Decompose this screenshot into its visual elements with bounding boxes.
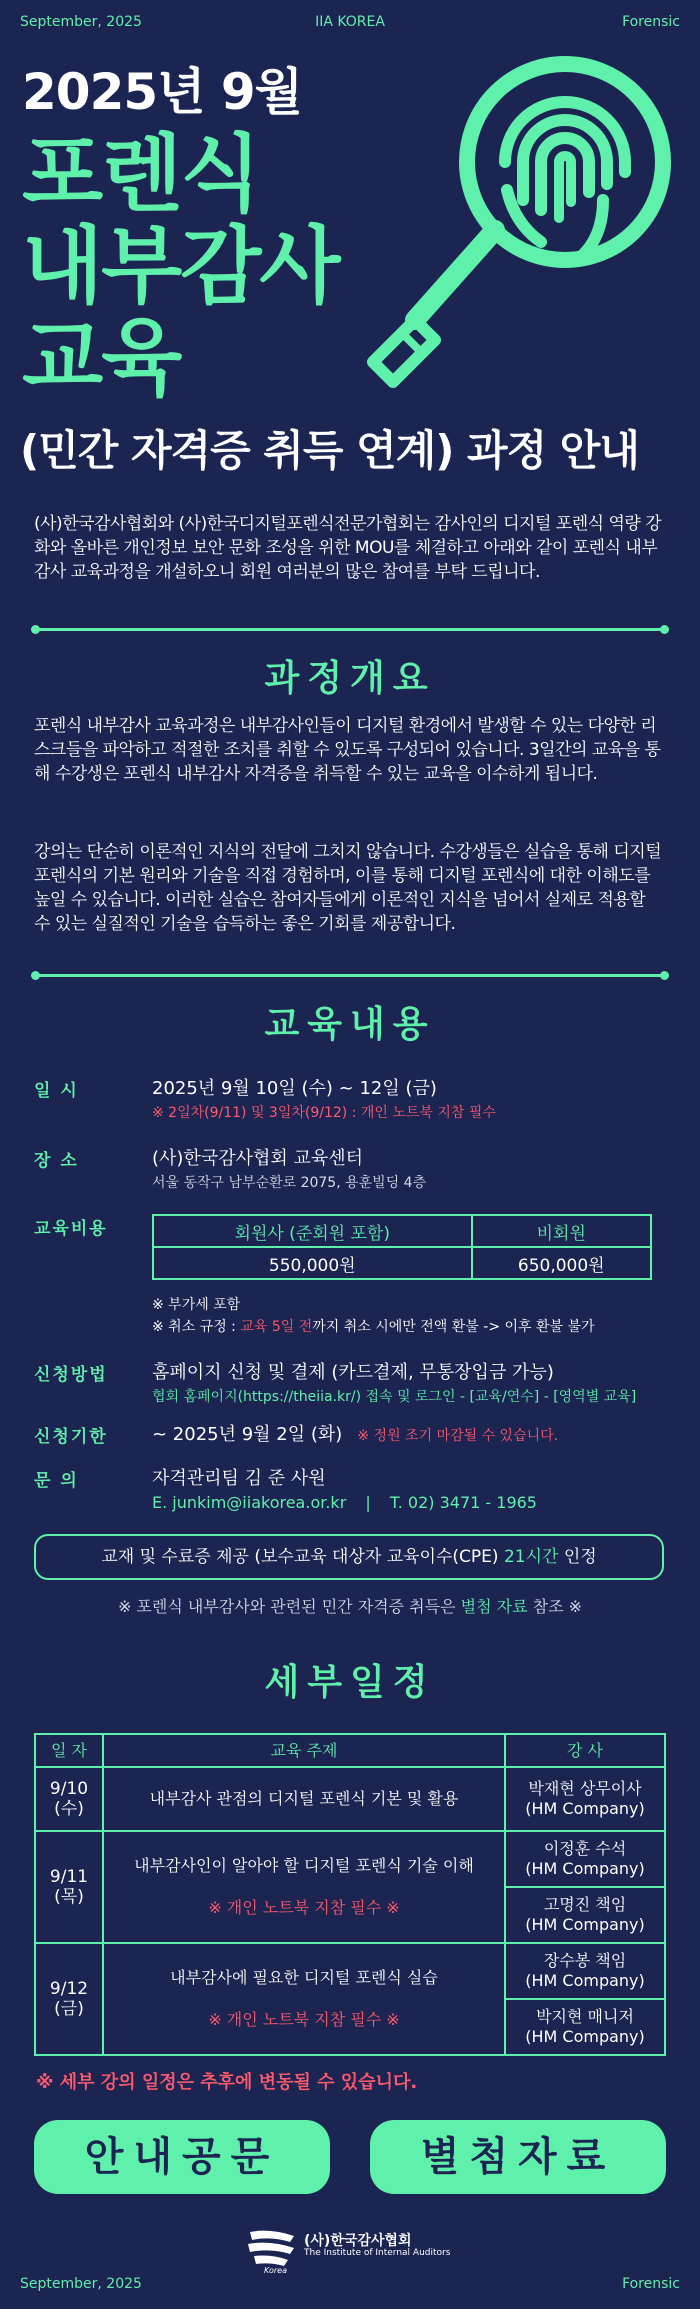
table-row	[35, 1943, 665, 1999]
deadline-value: ~ 2025년 9월 2일 (화)	[152, 1424, 343, 1445]
schedule-footnote: ※ 세부 강의 일정은 추후에 변동될 수 있습니다.	[36, 2072, 418, 2093]
schedule-instructor: 이정훈 수석 (HM Company)	[505, 1831, 665, 1887]
schedule-instructor: 박재현 상무이사 (HM Company)	[505, 1767, 665, 1831]
info-label: 신청방법	[34, 1365, 108, 1385]
contact-details: E. junkim@iiakorea.or.kr | T. 02) 3471 - 1965	[152, 1493, 537, 1512]
footer-topic: Forensic	[622, 2276, 680, 2292]
iia-logo	[244, 2228, 464, 2278]
schedule-topic: 내부감사 관점의 디지털 포렌식 기본 및 활용	[103, 1767, 505, 1831]
schedule-topic: 내부감사에 필요한 디지털 포렌식 실습 ※ 개인 노트북 지참 필수 ※	[103, 1943, 505, 2055]
contact-value: 자격관리팀 김 준 사원	[152, 1468, 326, 1489]
section-divider	[34, 628, 666, 631]
info-label: 신청기한	[34, 1427, 108, 1447]
header-date: September, 2025	[20, 14, 142, 30]
hero-title-line: 교육	[22, 309, 181, 407]
schedule-date: 9/11 (목)	[35, 1831, 103, 1943]
contact-tel[interactable]: T. 02) 3471 - 1965	[389, 1493, 537, 1512]
section-divider	[34, 974, 666, 977]
iia-logo-icon	[244, 2228, 298, 2268]
fee-cancel-note: ※ 취소 규정 : 교육 5일 전까지 취소 시에만 전액 환불 -> 이후 환불 불가	[152, 1319, 595, 1335]
footer-date: September, 2025	[20, 2276, 142, 2292]
overview-paragraph: 강의는 단순히 이론적인 지식의 전달에 그치지 않습니다. 수강생들은 실습을 통해 디지털 포렌식의 기본 원리와 기술을 직접 경험하며, 이를 통해 디지털 포렌식에 대한 이해도를 높일 수 있습니다. 이러한 실습은 참여자들에게 이론적인 지식을 넘어서 실제로 적용할 수 있는 실질적인 기술을 습득하는 좋은 기회를 제공합니다.	[34, 842, 662, 934]
fee-nonmember: 650,000원	[472, 1247, 652, 1279]
fee-header-member: 회원사 (준회원 포함)	[153, 1215, 472, 1247]
notice-button[interactable]: 안내공문	[34, 2120, 330, 2194]
place-value: (사)한국감사협회 교육센터	[152, 1148, 364, 1169]
cpe-pill: 교재 및 수료증 제공 (보수교육 대상자 교육이수(CPE) 21시간 인정	[34, 1534, 664, 1580]
overview-paragraph: 포렌식 내부감사 교육과정은 내부감사인들이 디지털 환경에서 발생할 수 있는 다양한 리스크들을 파악하고 적절한 조치를 취할 수 있도록 구성되어 있습니다. 3일간의 교육을 통해 수강생은 포렌식 내부감사 자격증을 취득할 수 있는 교육을 이수하게 됩니다.	[34, 716, 661, 784]
logo-english: The Institute of Internal Auditors	[304, 2248, 451, 2258]
overview-title: 과정개요	[264, 658, 436, 699]
hero-year: 2025년 9월	[22, 63, 302, 121]
attachment-button[interactable]: 별첨자료	[370, 2120, 666, 2194]
schedule-topic: 내부감사인이 알아야 할 디지털 포렌식 기술 이해 ※ 개인 노트북 지참 필수 ※	[103, 1831, 505, 1943]
deadline-note: ※ 정원 조기 마감될 수 있습니다.	[357, 1428, 559, 1444]
info-label: 교육비용	[34, 1219, 108, 1239]
info-label: 문 의	[34, 1471, 79, 1491]
table-row	[35, 1831, 665, 1887]
contact-email[interactable]: E. junkim@iiakorea.or.kr	[152, 1493, 347, 1512]
info-label: 일 시	[34, 1081, 79, 1101]
fee-table	[152, 1214, 652, 1280]
date-note: ※ 2일차(9/11) 및 3일차(9/12) : 개인 노트북 지참 필수	[152, 1105, 496, 1121]
magnifier-fingerprint-icon	[355, 50, 675, 390]
schedule-instructor: 고명진 책임 (HM Company)	[505, 1887, 665, 1943]
hero-title-line: 내부감사	[22, 217, 339, 315]
fee-vat-note: ※ 부가세 포함	[152, 1297, 241, 1313]
reference-note: ※ 포렌식 내부감사와 관련된 민간 자격증 취득은 별첨 자료 참조 ※	[117, 1597, 583, 1616]
apply-value: 홈페이지 신청 및 결제 (카드결제, 무통장입금 가능)	[152, 1362, 554, 1383]
place-address: 서울 동작구 남부순환로 2075, 용훈빌딩 4층	[152, 1175, 427, 1191]
apply-link[interactable]: 협회 홈페이지(https://theiia.kr/) 접속 및 로그인 - [교육/연수] - [영역별 교육]	[152, 1389, 637, 1405]
intro-paragraph: (사)한국감사협회와 (사)한국디지털포렌식전문가협회는 감사인의 디지털 포렌식 역량 강화와 올바른 개인정보 보안 문화 조성을 위한 MOU를 체결하고 아래와 같이 포렌식 내부감사 교육과정을 개설하오니 회원 여러분의 많은 참여를 부탁 드립니다.	[34, 514, 662, 582]
table-row	[35, 1767, 665, 1831]
logo-name: (사)한국감사협회	[304, 2233, 412, 2249]
content-title: 교육내용	[264, 1004, 436, 1045]
fee-header-nonmember: 비회원	[472, 1215, 652, 1247]
hero-title-line: 포렌식	[22, 125, 260, 223]
schedule-title: 세부일정	[264, 1662, 436, 1703]
logo-country: Korea	[264, 2266, 287, 2275]
info-label: 장 소	[34, 1151, 79, 1171]
schedule-date: 9/12 (금)	[35, 1943, 103, 2055]
header-org: IIA KOREA	[315, 14, 385, 30]
header-topic: Forensic	[622, 14, 680, 30]
schedule-instructor: 장수봉 책임 (HM Company)	[505, 1943, 665, 1999]
schedule-instructor: 박지현 매니저 (HM Company)	[505, 1999, 665, 2055]
footer-bar	[0, 2276, 700, 2306]
schedule-header-topic: 교육 주제	[103, 1734, 505, 1767]
date-value: 2025년 9월 10일 (수) ~ 12일 (금)	[152, 1078, 437, 1099]
schedule-table	[34, 1733, 666, 2056]
hero-title	[22, 125, 339, 407]
schedule-date: 9/10 (수)	[35, 1767, 103, 1831]
schedule-header-date: 일 자	[35, 1734, 103, 1767]
header-bar	[0, 14, 700, 44]
schedule-header-instructor: 강 사	[505, 1734, 665, 1767]
hero-subtitle: (민간 자격증 취득 연계) 과정 안내	[20, 426, 639, 475]
fee-member: 550,000원	[153, 1247, 472, 1279]
